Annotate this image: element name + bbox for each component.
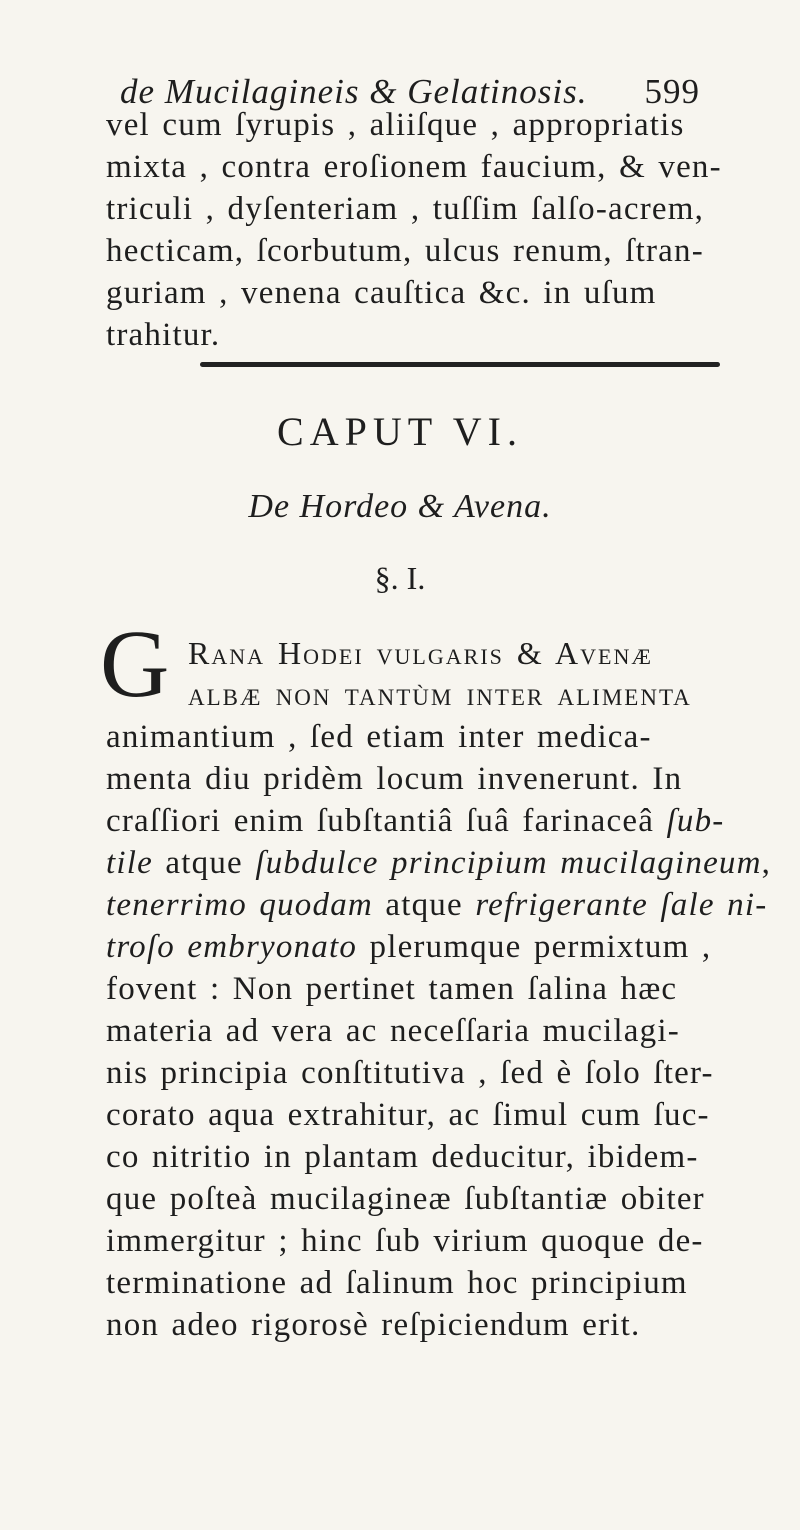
text-span: craſſiori enim ſubſtantiâ ſuâ farinaceâ (106, 803, 667, 839)
chapter-heading: CAPUT VI. (277, 409, 523, 454)
text-line (106, 926, 711, 968)
text-line (106, 884, 767, 926)
text-line (106, 842, 771, 884)
italic-span: ſubdulce principium mucilagineum (255, 845, 762, 881)
text-span: plerumque permixtum , (357, 929, 712, 965)
text-line: fovent : Non pertinet tamen ſalina hæc (106, 971, 678, 1007)
running-title: de Mucilagineis & Gelatinosis. (120, 72, 588, 111)
text-line: Rana Hodei vulgaris & Avenæ (188, 635, 653, 671)
italic-span: ſub- (666, 803, 725, 839)
text-line: guriam , venena cauſtica &c. in uſum (106, 275, 657, 311)
text-line: mixta , contra eroſionem faucium, & ven- (106, 149, 722, 185)
small-caps-word: albæ non tantùm inter alimenta (188, 677, 692, 713)
text-line: que poſteà mucilagineæ ſubſtantiæ obiter (106, 1181, 705, 1217)
text-line: trahitur. (106, 317, 221, 353)
text-line: materia ad vera ac neceſſaria mucilagi- (106, 1013, 680, 1049)
text-line: vel cum ſyrupis , aliiſque , appropriatis (106, 107, 685, 143)
section-number: §. I. (374, 560, 426, 596)
italic-span: refrigerante ſale ni- (475, 887, 768, 923)
italic-span: troſo embryonato (106, 929, 358, 965)
text-line: animantium , ſed etiam inter medica- (106, 719, 652, 755)
italic-span: tenerrimo quodam (106, 887, 373, 923)
divider-rule (200, 362, 720, 367)
text-line: immergitur ; hinc ſub virium quoque de- (106, 1223, 704, 1259)
text-span: atque (152, 845, 256, 881)
italic-span: tile (106, 845, 153, 881)
text-line: corato aqua extrahitur, ac ſimul cum ſuc- (106, 1097, 710, 1133)
chapter-title: De Hordeo & Avena. (248, 488, 552, 525)
page-number: 599 (644, 72, 700, 111)
text-line: nis principia conſtitutiva , ſed è ſolo ſter- (106, 1055, 714, 1091)
text-line: hecticam, ſcorbutum, ulcus renum, ſtran- (106, 233, 704, 269)
text-span: , (761, 845, 772, 881)
text-line: terminatione ad ſalinum hoc principium (106, 1265, 688, 1301)
text-line: triculi , dyſenteriam , tuſſim ſalſo-acrem, (106, 191, 705, 227)
text-line (188, 674, 692, 716)
text-line: non adeo rigorosè reſpiciendum erit. (106, 1307, 641, 1343)
text-line (106, 800, 724, 842)
drop-cap: G (100, 610, 170, 717)
text-line: menta diu pridèm locum invenerunt. In (106, 761, 683, 797)
text-line: co nitritio in plantam deducitur, ibidem- (106, 1139, 699, 1175)
text-span: atque (372, 887, 476, 923)
